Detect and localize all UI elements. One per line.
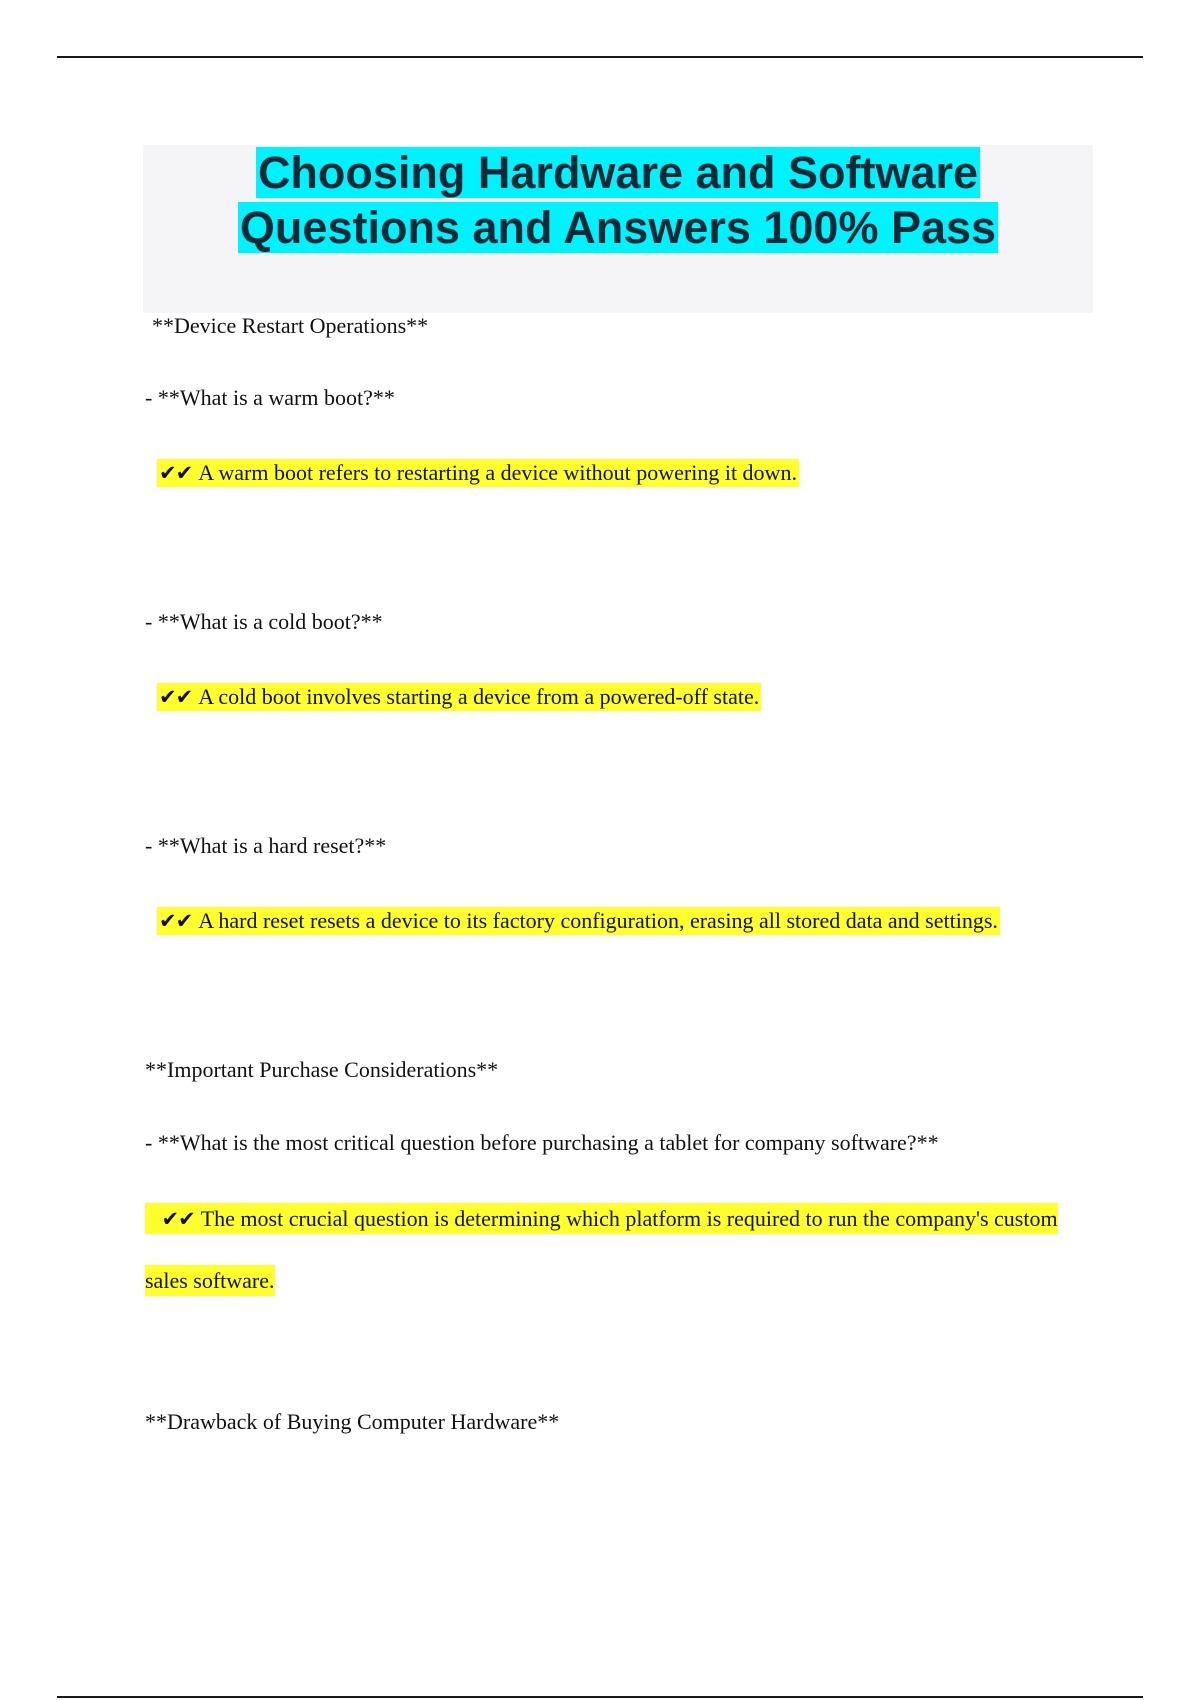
double-check-icon: ✔✔ [159,909,193,933]
answer-text: The most crucial question is determining which platform is required to run the company's custom sales software. [145,1206,1058,1293]
header-rule [57,56,1143,58]
double-check-icon: ✔✔ [159,461,193,485]
title-line-1: Choosing Hardware and Software [257,147,979,198]
question-tablet-purchase: - **What is the most critical question before purchasing a tablet for company software?** [145,1130,939,1155]
section-heading-restart: **Device Restart Operations** [152,313,429,338]
answer-text: A hard reset resets a device to its factory configuration, erasing all stored data and settings. [198,908,998,933]
document-title [143,145,1093,255]
answer-highlight [145,1203,1058,1296]
answer-warm-boot [157,459,799,487]
question-warm-boot: - **What is a warm boot?** [145,385,395,410]
question-cold-boot: - **What is a cold boot?** [145,609,383,634]
section-heading-purchase: **Important Purchase Considerations** [145,1057,499,1082]
question-hard-reset: - **What is a hard reset?** [145,833,387,858]
answer-hard-reset [157,907,1000,935]
answer-tablet-purchase [145,1188,1075,1311]
answer-text: A warm boot refers to restarting a device without powering it down. [198,460,797,485]
double-check-icon: ✔✔ [161,1207,195,1231]
section-heading-drawback: **Drawback of Buying Computer Hardware** [145,1409,560,1434]
answer-cold-boot [157,683,761,711]
title-line-2: Questions and Answers 100% Pass [239,202,997,253]
answer-text: A cold boot involves starting a device from a powered-off state. [198,684,760,709]
double-check-icon: ✔✔ [159,685,193,709]
footer-rule [57,1696,1143,1698]
